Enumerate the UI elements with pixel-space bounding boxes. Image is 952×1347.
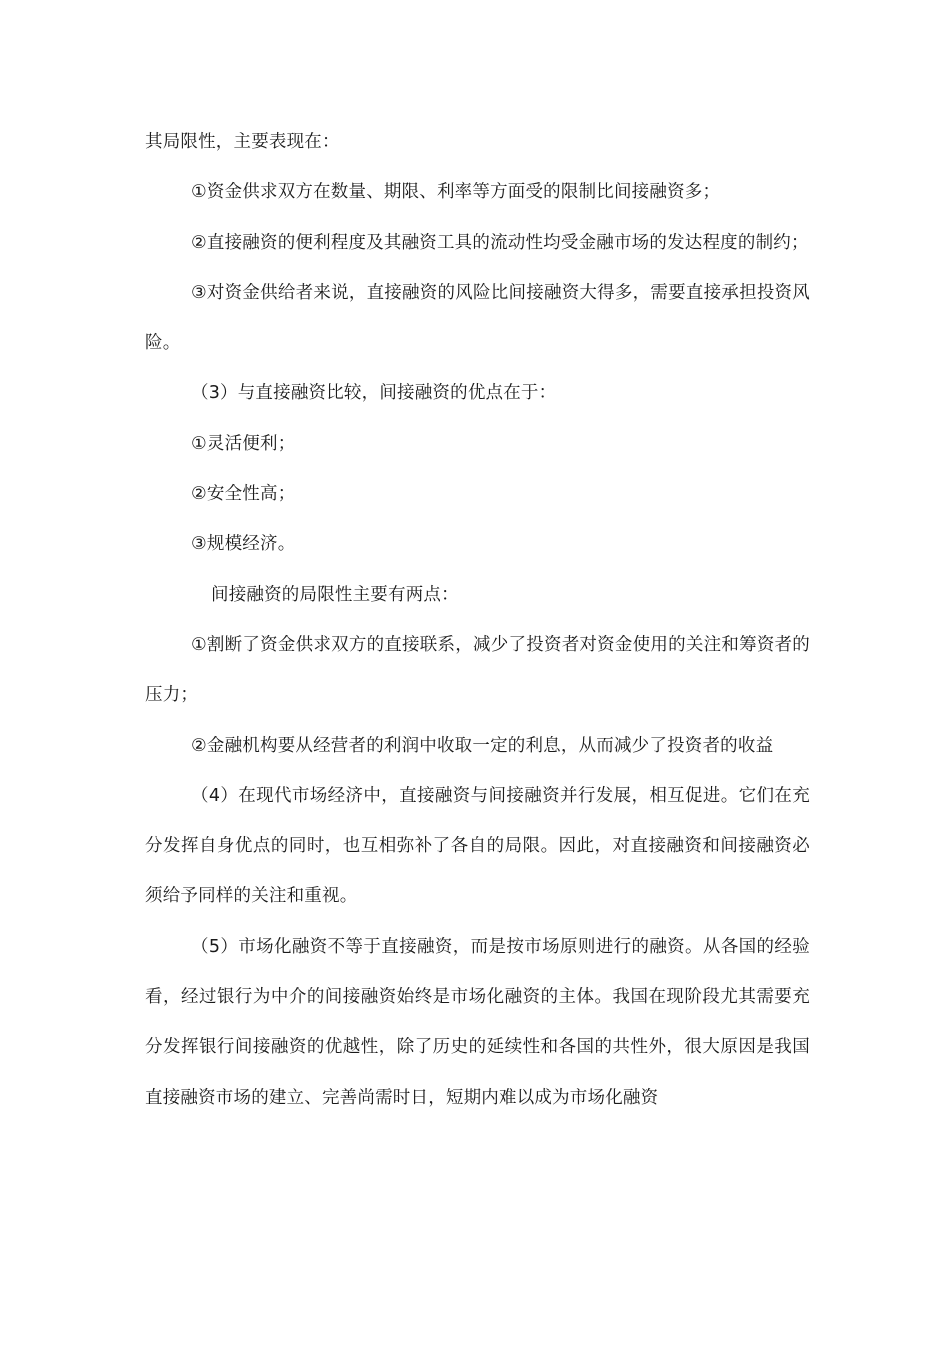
paragraph-limitations-intro: 其局限性，主要表现在： <box>145 132 340 152</box>
paragraph-section-5: （5）市场化融资不等于直接融资，而是按市场原则进行的融资。从各国的经验看，经过银行为中介的间接融资始终是市场化融资的主体。我国在现阶段尤其需要充分发挥银行间接融资的优越性，除了历史的延续性和各国的共性外，很大原因是我国直接融资市场的建立、完善尚需时日，短期内难以成为市场化融资 <box>145 936 810 1108</box>
document-body <box>145 117 810 1123</box>
paragraph-direct-limit-3: ③对资金供给者来说，直接融资的风险比间接融资大得多，需要直接承担投资风险。 <box>145 282 810 354</box>
paragraph-indirect-advantage-2: ②安全性高； <box>191 484 296 505</box>
paragraph-section-3: （3）与直接融资比较，间接融资的优点在于： <box>191 383 557 404</box>
paragraph-direct-limit-2: ②直接融资的便利程度及其融资工具的流动性均受金融市场的发达程度的制约； <box>191 232 809 253</box>
paragraph-indirect-limit-2: ②金融机构要从经营者的利润中收取一定的利息，从而减少了投资者的收益 <box>191 735 774 756</box>
paragraph-indirect-limit-1: ①割断了资金供求双方的直接联系，减少了投资者对资金使用的关注和筹资者的压力； <box>145 634 810 706</box>
paragraph-indirect-advantage-3: ③规模经济。 <box>191 534 296 555</box>
paragraph-indirect-advantage-1: ①灵活便利； <box>191 433 296 454</box>
paragraph-section-4: （4）在现代市场经济中，直接融资与间接融资并行发展，相互促进。它们在充分发挥自身优点的同时，也互相弥补了各自的局限。因此，对直接融资和间接融资必须给予同样的关注和重视。 <box>145 785 810 907</box>
paragraph-direct-limit-1: ①资金供求双方在数量、期限、利率等方面受的限制比间接融资多； <box>191 182 721 203</box>
paragraph-indirect-limits-intro: 间接融资的局限性主要有两点： <box>211 584 459 605</box>
